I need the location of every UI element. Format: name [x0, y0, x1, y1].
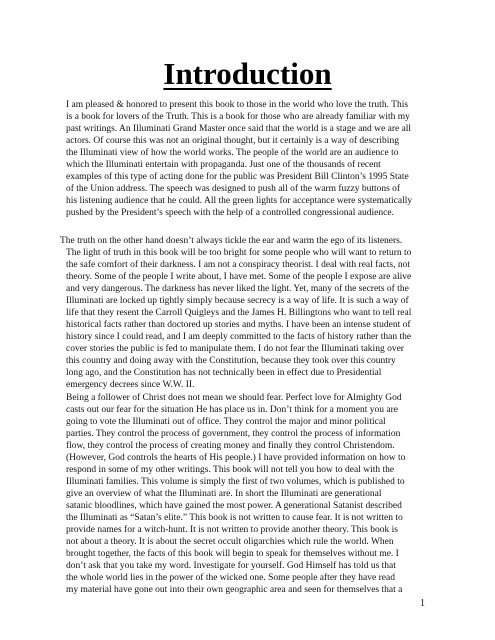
text-line: don’t ask that you take my word. Investigate for yourself. God Himself has told us that [66, 561, 396, 571]
text-line: theory. Some of the people I write about, I have met. Some of the people I expose are alive [66, 272, 412, 282]
text-line: which the Illuminati entertain with propaganda. Just one of the thousands of recent [66, 160, 381, 170]
text-line: examples of this type of acting done for the public was President Bill Clinton’s 1995 State [66, 172, 409, 182]
text-line: my material have gone out into their own geographic area and seen for themselves that a [66, 585, 403, 595]
text-line: casts out our fear for the situation He has place us in. Don’t think for a moment you are [66, 405, 398, 415]
text-line: going to vote the Illuminati out of office. They control the major and minor political [66, 417, 386, 427]
text-line: satanic bloodlines, which have gained the most power. A generational Satanist described [66, 501, 402, 511]
text-line: emergency decrees since W.W. II. [66, 380, 195, 390]
text-line: flow, they control the process of creating money and finally they control Christendom. [66, 441, 395, 451]
text-line: this country and doing away with the Constitution, because they took over this country [66, 356, 396, 366]
page-number: 1 [420, 598, 425, 609]
text-line: I am pleased & honored to present this book to those in the world who love the truth. This [66, 100, 409, 110]
text-line: parties. They control the process of government, they control the process of information [66, 429, 401, 439]
text-line: cover stories the public is fed to manipulate them. I do not fear the Illuminati taking over [66, 344, 404, 354]
page-title: Introduction [163, 56, 332, 91]
text-line: (However, God controls the hearts of His people.) I have provided information on how to [66, 453, 406, 463]
text-line: Being a follower of Christ does not mean we should fear. Perfect love for Almighty God [66, 393, 402, 403]
text-line: long ago, and the Constitution has not technically been in effect due to Presidential [66, 368, 382, 378]
text-line: Illuminati families. This volume is simply the first of two volumes, which is published to [66, 477, 405, 487]
text-line: provide names for a witch-hunt. It is not written to provide another theory. This book is [66, 525, 398, 535]
text-line: life that they resent the Carroll Quigleys and the James H. Billingtons who want to tell real [66, 308, 412, 318]
text-line: his listening audience that he could. All the green lights for acceptance were systematically [66, 196, 413, 206]
text-line: history since I could read, and I am deeply committed to the facts of history rather than the [66, 332, 412, 342]
text-line: is a book for lovers of the Truth. This is a book for those who are already familiar with my [66, 112, 410, 122]
text-line: give an overview of what the Illuminati are. In short the Illuminati are generational [66, 489, 382, 499]
text-line: not about a theory. It is about the secret occult oligarchies which rule the world. When [66, 537, 394, 547]
text-line: The truth on the other hand doesn’t always tickle the ear and warm the ego of its listeners. [60, 236, 403, 246]
text-line: the safe comfort of their darkness. I am not a conspiracy theorist. I deal with real facts, not [66, 260, 410, 270]
text-line: the Illuminati as “Satan’s elite.” This book is not written to cause fear. It is not written to [66, 513, 403, 523]
text-line: the whole world lies in the power of the wicked one. Some people after they have read [66, 573, 395, 583]
text-line: historical facts rather than doctored up stories and myths. I have been an intense student of [66, 320, 411, 330]
text-line: respond in some of my other writings. This book will not tell you how to deal with the [66, 465, 395, 475]
text-line: actors. Of course this was not an original thought, but it certainly is a way of describing [66, 136, 399, 146]
text-line: Illuminati are locked up tightly simply because secrecy is a way of life. It is such a way of [66, 296, 409, 306]
text-line: brought together, the facts of this book will begin to speak for themselves without me. I [66, 549, 399, 559]
text-line: of the Union address. The speech was designed to push all of the warm fuzzy buttons of [66, 184, 401, 194]
text-line: pushed by the President’s speech with the help of a controlled congressional audience. [66, 208, 394, 218]
text-line: and very dangerous. The darkness has never liked the light. Yet, many of the secrets of the [66, 284, 409, 294]
text-line: past writings. An Illuminati Grand Master once said that the world is a stage and we are all [66, 124, 412, 134]
text-line: the Illuminati view of how the world works. The people of the world are an audience to [66, 148, 399, 158]
text-line: The light of truth in this book will be too bright for some people who will want to return to [66, 248, 412, 258]
